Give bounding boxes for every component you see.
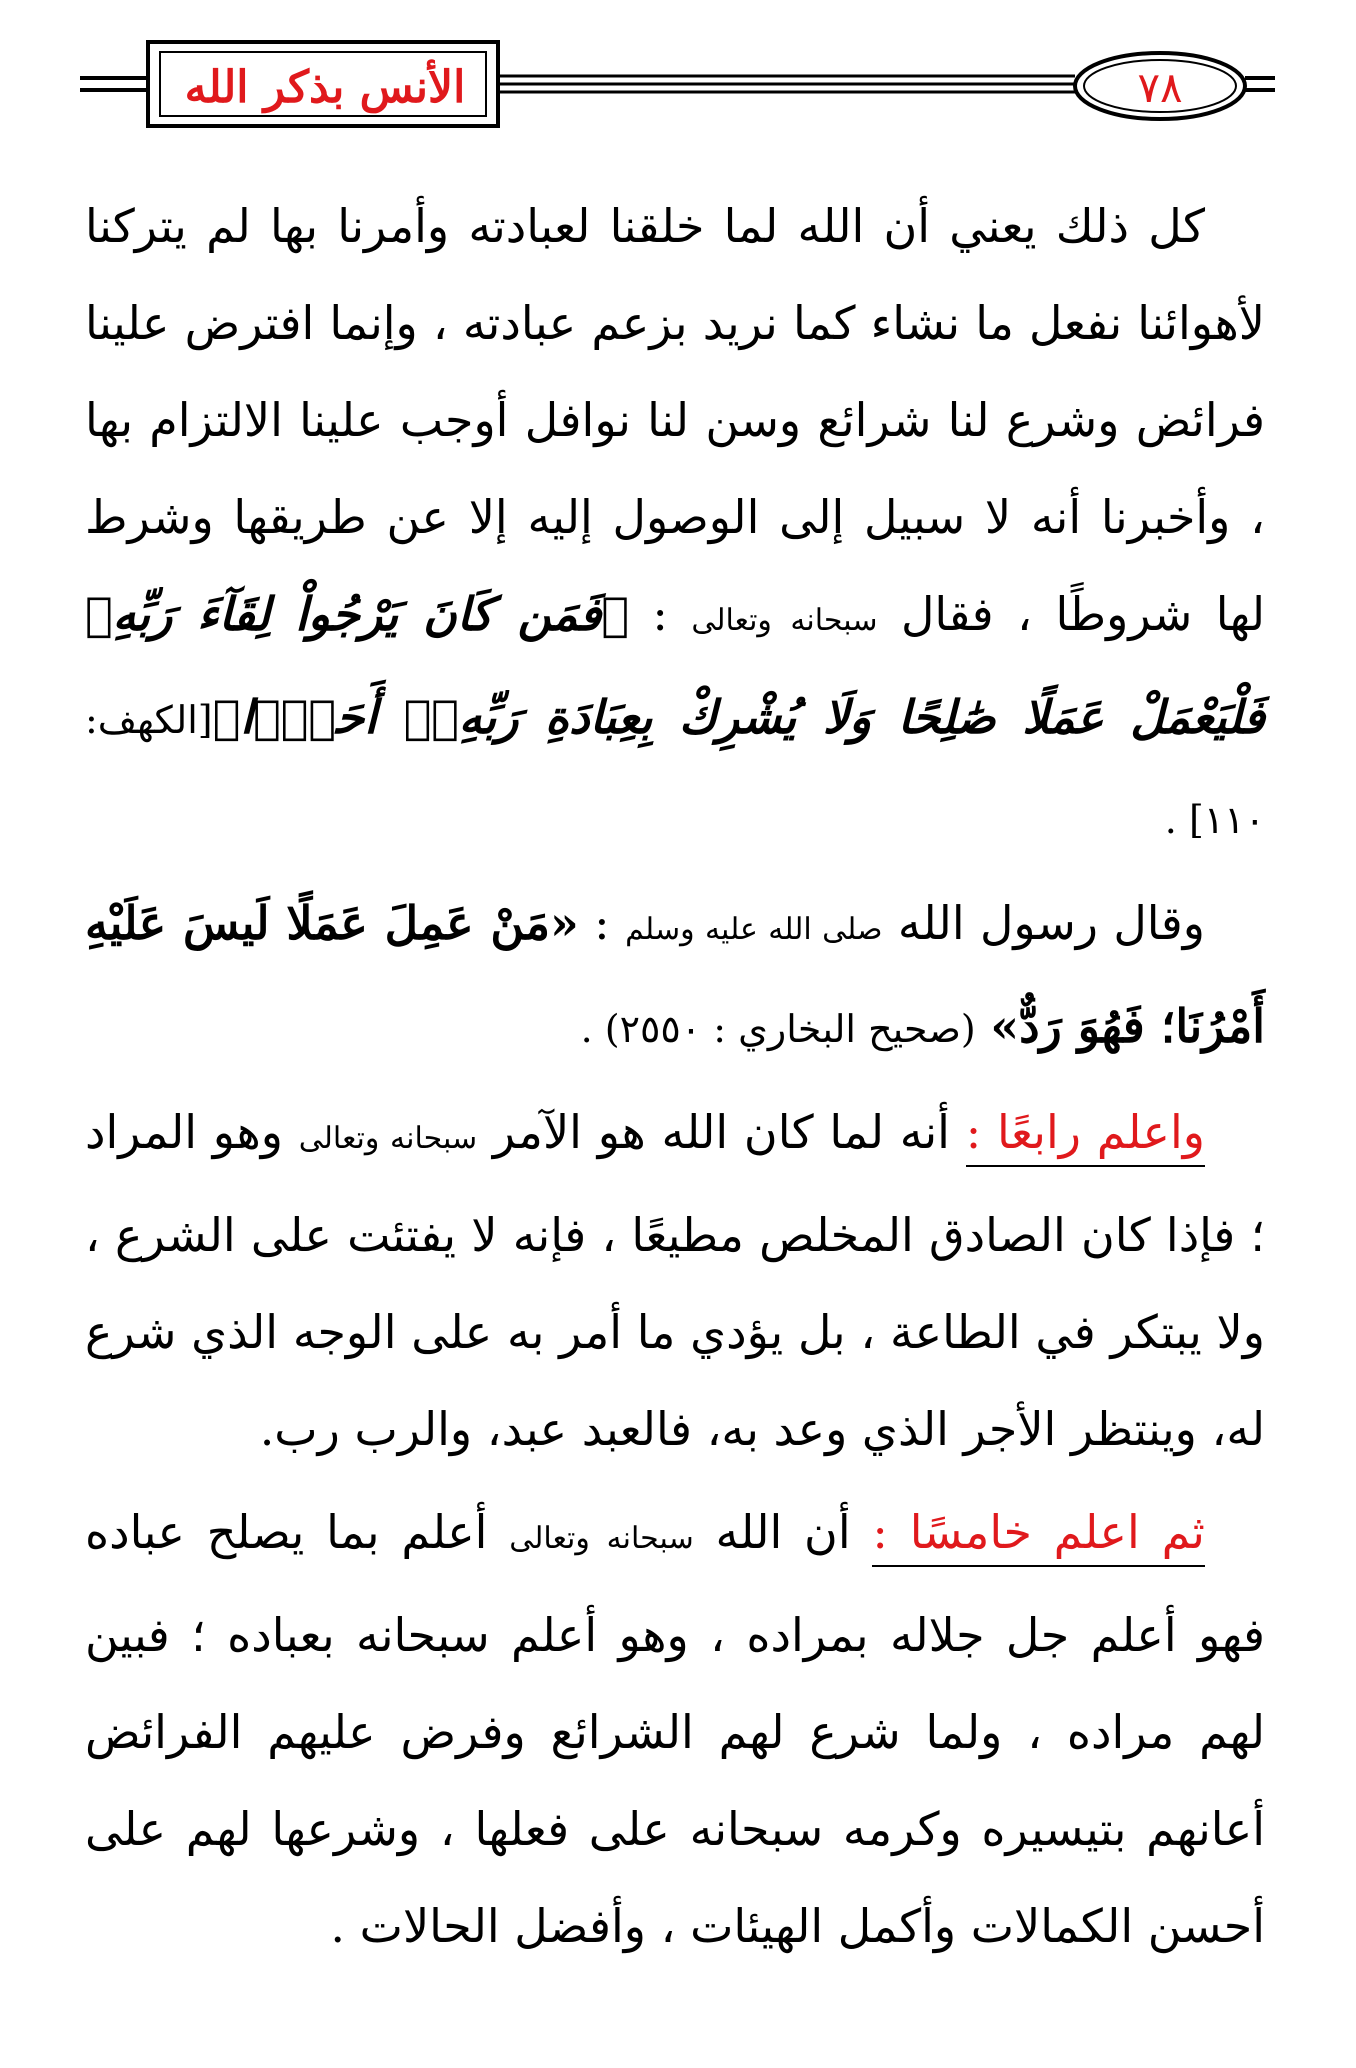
- paragraph-text: أنه لما كان الله هو الآمر: [492, 1105, 950, 1159]
- hadith-reference: (صحيح البخاري : ٢٥٥٠) .: [580, 1007, 976, 1051]
- honorific-glyph: سبحانه وتعالى: [691, 603, 878, 638]
- paragraph-2: [85, 875, 1265, 1078]
- paragraph-text: أن الله: [715, 1505, 851, 1559]
- paragraph-text: وهو المراد ؛ فإذا كان الصادق المخلص مطيعًا ، فإنه لا يفتئت على الشرع ، ولا يبتكر في الطاعة ، بل يؤدي ما أمر به على الوجه الذي شرع له، وينتظر الأجر الذي وعد به، فالعبد عبد، والرب رب.: [85, 1105, 1265, 1456]
- paragraph-text: وقال رسول الله: [897, 896, 1206, 950]
- honorific-glyph: سبحانه وتعالى: [509, 1521, 694, 1556]
- quran-verse: ﴿فَمَن كَانَ يَرْجُواْ لِقَآءَ رَبِّهِۦ فَلْيَعْمَلْ عَمَلًا صَٰلِحًا وَلَا يُشْرِكْ بِعِبَادَةِ رَبِّهِۦٓ أَحَدًۢا﴾: [85, 587, 1265, 744]
- paragraph-text: أعلم بما يصلح عباده فهو أعلم جل جلاله بمراده ، وهو أعلم سبحانه بعباده ؛ فبين لهم مراده ، ولما شرع لهم الشرائع وفرض عليهم الفرائض أعانهم بتيسيره وكرمه سبحانه على فعلها ، وشرعها لهم على أحسن الكمالات وأكمل الهيئات ، وأفضل الحالات .: [85, 1505, 1265, 1953]
- section-label: واعلم رابعًا :: [966, 1105, 1205, 1167]
- page-header: [0, 0, 1356, 140]
- paragraph-3: [85, 1084, 1265, 1478]
- book-title: الأنس بذكر الله: [184, 62, 466, 113]
- verse-reference: [الكهف: ١١٠] .: [85, 698, 1265, 842]
- colon: :: [578, 896, 626, 950]
- honorific-glyph: سبحانه وتعالى: [298, 1121, 478, 1156]
- hadith-text: «مَنْ عَمِلَ عَمَلًا لَيسَ عَلَيْهِ أَمْرُنَا؛ فَهُوَ رَدٌّ»: [85, 896, 1265, 1053]
- page-body: [85, 178, 1265, 1975]
- paragraph-1: [85, 178, 1265, 869]
- colon: :: [628, 587, 692, 641]
- section-label: ثم اعلم خامسًا :: [872, 1505, 1205, 1567]
- paragraph-4: [85, 1484, 1265, 1975]
- honorific-glyph: صلى الله عليه وسلم: [625, 912, 883, 947]
- page-number: ٧٨: [1137, 63, 1183, 112]
- paragraph-text: كل ذلك يعني أن الله لما خلقنا لعبادته وأمرنا بها لم يتركنا لأهوائنا نفعل ما نشاء كما نريد بزعم عبادته ، وإنما افترض علينا فرائض وشرع لنا شرائع وسن لنا نوافل أوجب علينا الالتزام بها ، وأخبرنا أنه لا سبيل إلى الوصول إليه إلا عن طريقها وشرط لها شروطًا ، فقال: [85, 199, 1265, 641]
